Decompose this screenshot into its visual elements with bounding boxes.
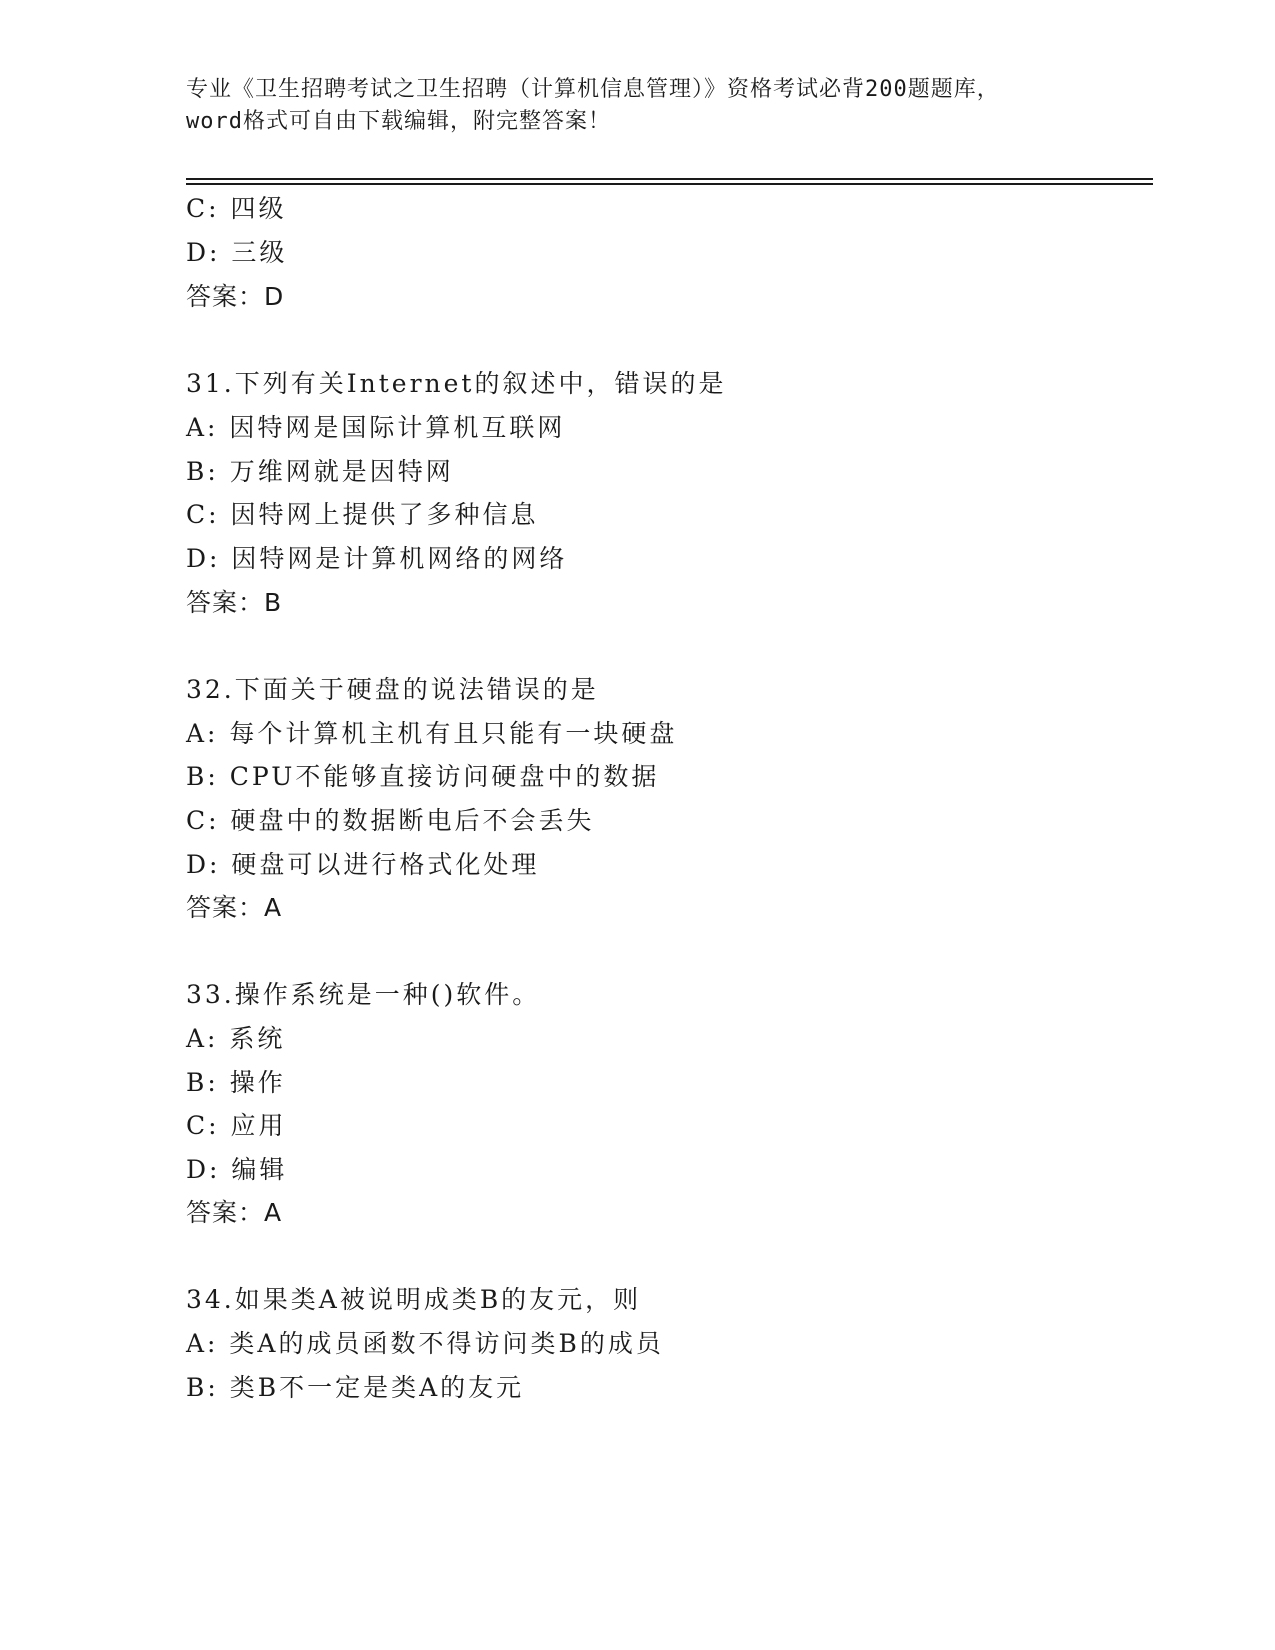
header-title-line1: 专业《卫生招聘考试之卫生招聘（计算机信息管理）》资格考试必背200题题库， [186,77,1000,102]
document-header [186,74,1086,138]
question-33-option-b: B: 操作 [186,1068,286,1097]
option-c: C: 四级 [186,194,287,223]
question-32-option-b: B: CPU不能够直接访问硬盘中的数据 [186,762,660,791]
question-34-stem: 34.如果类A被说明成类B的友元，则 [186,1285,642,1314]
header-title-line2: word格式可自由下载编辑，附完整答案！ [186,109,611,134]
option-d: D: 三级 [186,238,288,267]
question-34-option-b: B: 类B不一定是类A的友元 [186,1373,525,1402]
question-32-option-d: D: 硬盘可以进行格式化处理 [186,850,540,879]
question-33-answer: 答案：A [186,1198,283,1227]
question-31-answer: 答案：B [186,588,283,617]
question-32-answer: 答案：A [186,893,283,922]
question-33-option-c: C: 应用 [186,1111,287,1140]
question-31-option-d: D: 因特网是计算机网络的网络 [186,544,568,573]
answer-label: 答案：D [186,282,285,311]
question-33-option-d: D: 编辑 [186,1155,288,1184]
question-32-option-a: A: 每个计算机主机有且只能有一块硬盘 [186,719,678,748]
header-divider-top [186,178,1153,180]
question-34-option-a: A: 类A的成员函数不得访问类B的成员 [186,1329,664,1358]
question-31-option-b: B: 万维网就是因特网 [186,457,454,486]
header-divider-bottom [186,183,1153,185]
question-31-option-c: C: 因特网上提供了多种信息 [186,500,539,529]
question-31-stem: 31.下列有关Internet的叙述中，错误的是 [186,369,727,398]
question-33-stem: 33.操作系统是一种()软件。 [186,980,541,1009]
question-31-option-a: A: 因特网是国际计算机互联网 [186,413,566,442]
question-33-option-a: A: 系统 [186,1024,286,1053]
question-32-option-c: C: 硬盘中的数据断电后不会丢失 [186,806,595,835]
question-32-stem: 32.下面关于硬盘的说法错误的是 [186,675,599,704]
